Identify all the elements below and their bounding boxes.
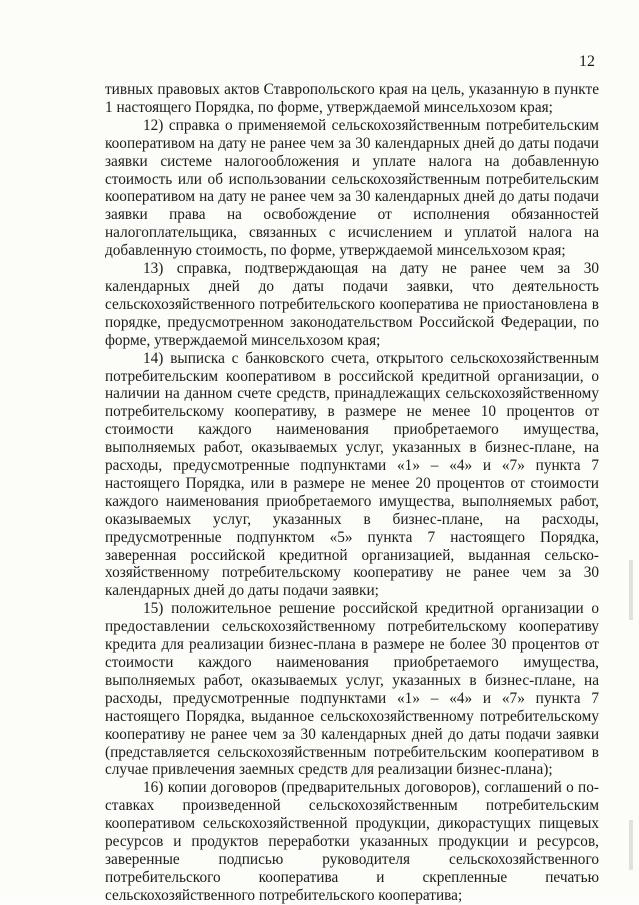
- scan-edge-mark: [629, 820, 633, 870]
- scan-edge-mark: [629, 560, 633, 620]
- paragraph-item-16: 16) копии договоров (предварительных договоров), соглашений о поставках произведенной сельскохозяйственным потребительским кооперативом сельскохозяйственной продукции, дикорастущих пищевых ресурсов и продуктов переработки указанных продукции и ресурсов, заверенные подписью руководителя сельскохозяйственного потребительского кооператива и скрепленные печатью сельскохозяйственного потребительского кооператива;: [105, 779, 599, 904]
- document-body: [105, 81, 599, 905]
- paragraph-item-13: 13) справка, подтверждающая на дату не ранее чем за 30 календарных дней до даты подачи заявки, что деятельность сельскохозяйственного потребительского кооператива не приостановлена в порядке, предусмотренном законодательством Российской Федерации, по форме, утверждаемой минсельхозом края;: [105, 260, 599, 349]
- paragraph-item-15: 15) положительное решение российской кредитной организации о предоставлении сельскохозяйственному потребительскому кооперативу кредита для реализации бизнес-плана в размере не более 30 процентов от стоимости каждого наименования приобретаемого имущества, выполняемых работ, оказываемых услуг, указанных в бизнес-плане, на расходы, предусмотренные подпунктами «1» – «4» и «7» пункта 7 настоящего Порядка, выданное сельскохозяйственному потребительскому кооперативу не ранее чем за 30 календарных дней до даты подачи заявки (представляется сельскохозяйственным потребительским кооперативом в случае привлечения заемных средств для реализации бизнес-плана);: [105, 600, 599, 779]
- paragraph-continuation: тивных правовых актов Ставропольского края на цель, указанную в пункте 1 настоящего Порядка, по форме, утверждаемой минсельхозом края;: [105, 81, 599, 116]
- page-number: 12: [579, 53, 595, 70]
- paragraph-item-12: 12) справка о применяемой сельскохозяйственным потребительским кооперативом на дату не ранее чем за 30 календарных дней до даты подачи заявки системе налогообложения и уплате налога на добавленную стоимость или об использовании сельскохозяйственным потребительским кооперативом на дату не ранее чем за 30 календарных дней до даты подачи заявки права на освобождение от исполнения обязанностей налогоплательщика, связанных с исчислением и уплатой налога на добавленную стоимость, по форме, утверждаемой минсельхозом края;: [105, 116, 599, 260]
- paragraph-item-14: 14) выписка с банковского счета, открытого сельскохозяйственным потребительским кооперативом в российской кредитной организации, о наличии на данном счете средств, принадлежащих сельскохозяйственному потребительскому кооперативу, в размере не менее 10 процентов от стоимости каждого наименования приобретаемого имущества, выполняемых работ, оказываемых услуг, указанных в бизнес-плане, на расходы, предусмотренные подпунктами «1» – «4» и «7» пункта 7 настоящего Порядка, или в размере не менее 20 процентов от стоимости каждого наименования приобретаемого имущества, выполняемых работ, оказываемых услуг, указанных в бизнес-плане, на расходы, предусмотренные подпунктом «5» пункта 7 настоящего Порядка, заверенная российской кредитной организацией, выданная сельскохозяйственному потребительскому кооперативу не ранее чем за 30 календарных дней до даты подачи заявки;: [105, 349, 599, 600]
